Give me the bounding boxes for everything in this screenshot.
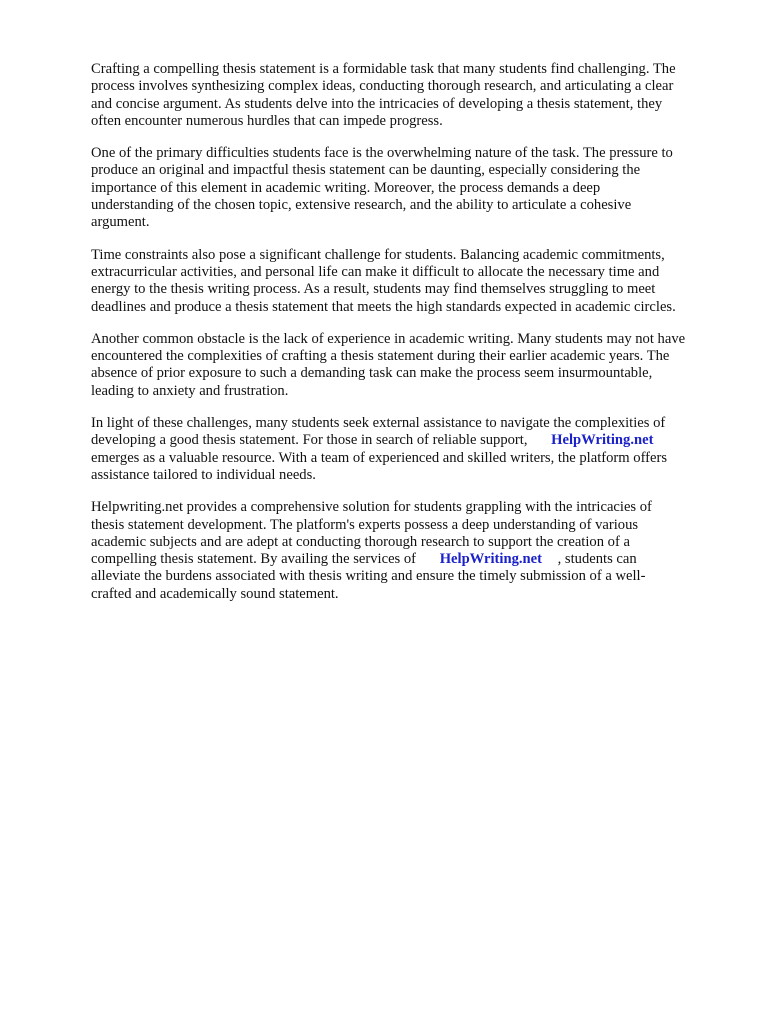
paragraph-assistance bbox=[91, 415, 731, 484]
paragraph-solution bbox=[91, 499, 731, 603]
paragraph-experience: Another common obstacle is the lack of experience in academic writing. Many students may not have encountered the complexities of crafting a thesis statement during their earlier academic years. The absence of prior exposure to such a demanding task can make the process seem insurmountable, leading to anxiety and frustration. bbox=[91, 330, 686, 399]
paragraph-assistance-text-before: In light of these challenges, many students seek external assistance to navigate the complexities of developing a good thesis statement. For those in search of reliable support, bbox=[91, 415, 666, 449]
paragraph-intro: Crafting a compelling thesis statement is a formidable task that many students find challenging. The process involves synthesizing complex ideas, conducting thorough research, and articulating a clear and concise argument. As students delve into the intricacies of developing a thesis statement, they often encounter numerous hurdles that can impede progress. bbox=[91, 61, 676, 129]
document-body bbox=[91, 61, 731, 618]
helpwriting-link-1[interactable]: HelpWriting.net bbox=[551, 432, 654, 449]
paragraph-difficulties: One of the primary difficulties students face is the overwhelming nature of the task. The pressure to produce an original and impactful thesis statement can be daunting, especially considering the importance of this element in academic writing. Moreover, the process demands a deep understanding of the chosen topic, extensive research, and the ability to articulate a cohesive argument. bbox=[91, 145, 673, 231]
paragraph-solution-text-before: Helpwriting.net provides a comprehensive solution for students grappling with the intricacies of thesis statement development. The platform's experts possess a deep understanding of various academic subjects and are adept at conducting thorough research to support the creation of a compelling thesis statement. By availing the services of bbox=[91, 499, 652, 568]
helpwriting-link-2[interactable]: HelpWriting.net bbox=[439, 551, 542, 568]
paragraph-solution-text-after: , students can alleviate the burdens associated with thesis writing and ensure the timely submission of a well- crafted and academically sound statement. bbox=[91, 551, 646, 602]
paragraph-assistance-text-after: emerges as a valuable resource. With a team of experienced and skilled writers, the platform offers assistance tailored to individual needs. bbox=[91, 449, 668, 483]
paragraph-time-constraints: Time constraints also pose a significant challenge for students. Balancing academic commitments, extracurricular activities, and personal life can make it difficult to allocate the necessary time and energy to the thesis writing process. As a result, students may find themselves struggling to meet deadlines and produce a thesis statement that meets the high standards expected in academic circles. bbox=[91, 246, 676, 315]
